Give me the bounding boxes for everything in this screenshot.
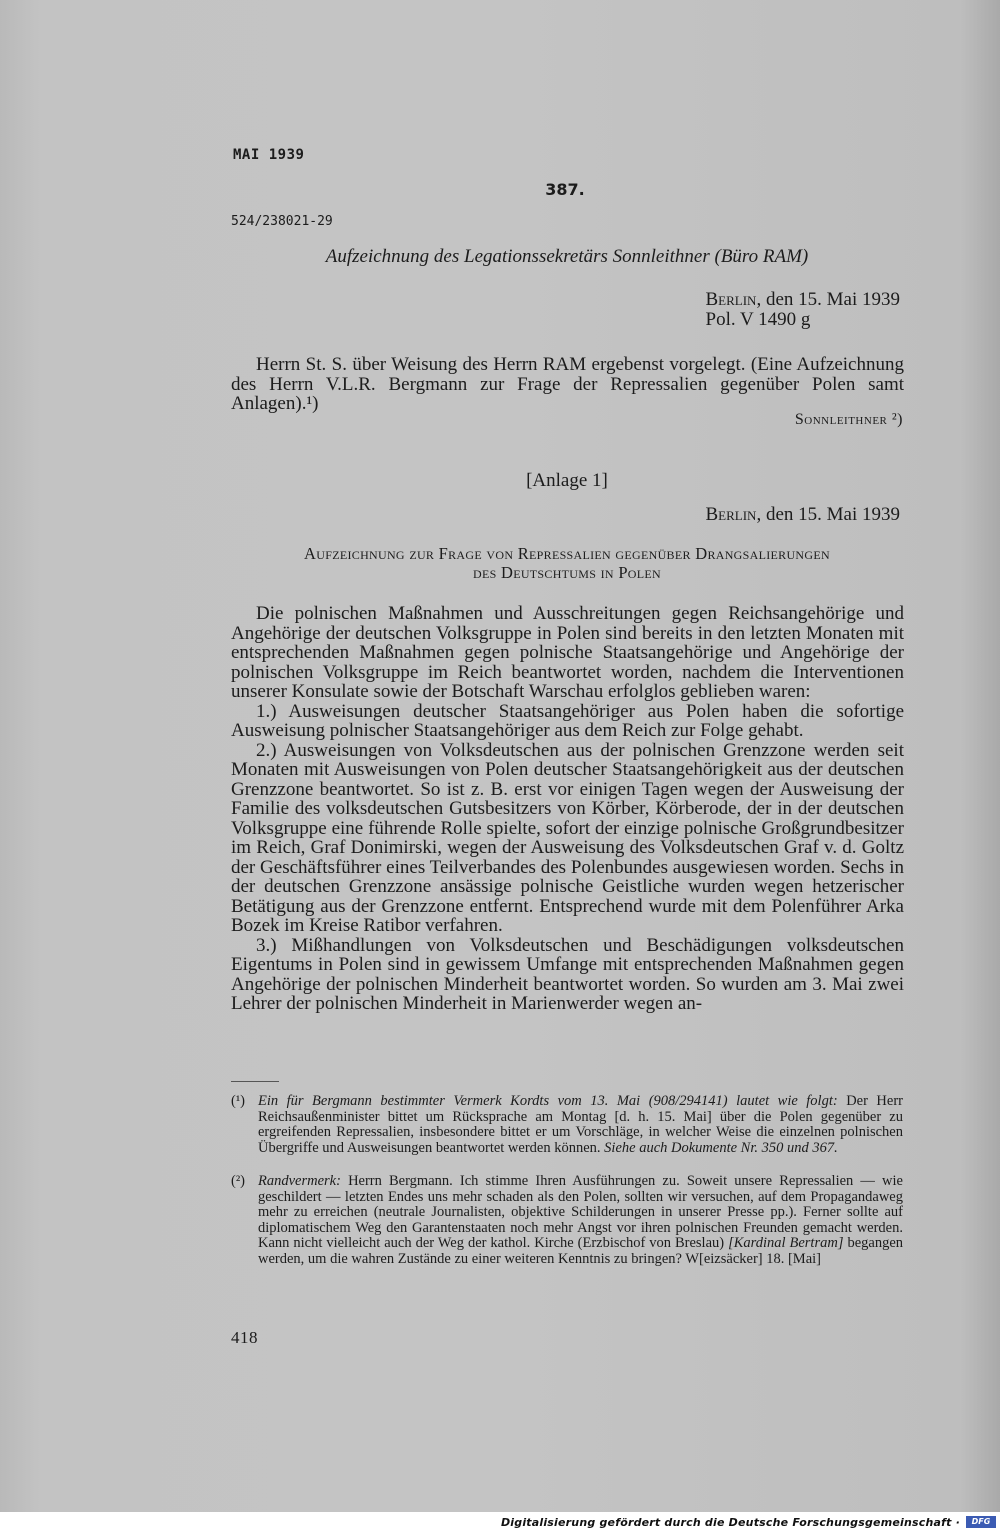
dateline-reference: Pol. V 1490 g <box>705 309 811 330</box>
dateline-enclosure <box>706 504 901 526</box>
footnote-text-end: begangen werden, um die wahren Zustände zu einer weiteren Kenntnis zu bringen? W[eizsäcker] 18. [Mai] <box>258 1235 904 1267</box>
running-header-date: MAI 1939 <box>233 147 305 163</box>
footnote-intro: Randvermerk: <box>258 1173 341 1189</box>
footnote-text: Der Herr Reichsaußenminister bittet um Rücksprache am Montag [d. h. 15. Mai] über die Polen gegenüber zu ergreifenden Repressalien, insbesondere bittet er um Vorschläge, in welcher Weise die einzelnen polnischen Übergriffe und Ausweisungen beantwortet werden können. <box>258 1093 903 1156</box>
paragraph: 2.) Ausweisungen von Volksdeutschen aus der polnischen Grenzzone werden seit Monaten mit Ausweisungen von Polen deutscher Staatsangehörigkeit aus der deutschen Grenzzone beantwortet. So ist z. B. erst vor einigen Tagen wegen der Ausweisung der Familie des volksdeutschen Gutsbesitzers von Körber, Körberode, der in der deutschen Volksgruppe eine führende Rolle spielte, sofort der einzige polnische Großgrundbesitzer im Reich, Graf Donimirski, wegen der Ausweisung des Volksdeutschen Graf v. d. Goltz der Geschäftsführer eines Teilverbandes des Polenbundes ausgewiesen worden. Sechs in der deutschen Grenzzone ansässige polnische Geistliche wurden wegen hetzerischer Betätigung aus der Grenzzone entfernt. Entsprechend wurde mit dem Polenführer Arka Bozek im Kreise Ratibor verfahren. <box>231 739 904 936</box>
dateline <box>706 289 901 331</box>
footnote-outro: Siehe auch Dokumente Nr. 350 und 367. <box>604 1139 838 1156</box>
footnote-italic-name: [Kardinal Bertram] <box>728 1235 844 1251</box>
footnote-text: Herrn Bergmann. Ich stimme Ihren Ausführungen zu. Soweit unsere Repressalien — wie geschildert — letzten Endes uns mehr schaden als den Polen, sollten wir versuchen, auf dem Propagandaweg mehr zu erreichen (neutrale Journalisten, objektive Schilderungen in unserer Presse pp.). Ferner sollte auf diplomatischem Weg den Garantenstaaten noch mehr Angst vor ihren polnischen Freunden gemacht werden. Kann nicht vielleicht auch der Weg der kathol. Kirche (Erzbischof von Breslau) <box>258 1173 903 1251</box>
dateline-place: Berlin <box>705 289 757 310</box>
footnote-number: (¹) <box>231 1093 246 1109</box>
footnote-divider <box>231 1081 279 1082</box>
footer-credit: Digitalisierung gefördert durch die Deutsche Forschungsgemeinschaft · <box>500 1516 960 1529</box>
page-number: 418 <box>231 1328 258 1347</box>
section-heading <box>231 544 903 582</box>
dfg-logo: DFG <box>966 1516 996 1528</box>
dateline-date: , den 15. Mai 1939 <box>756 289 900 310</box>
footnote-1 <box>231 1094 903 1156</box>
main-body <box>231 604 904 1014</box>
footnote-intro: Ein für Bergmann bestimmter Vermerk Kordts vom 13. Mai (908/294141) lautet wie folgt: <box>258 1093 838 1109</box>
dateline-enclosure-place: Berlin <box>705 504 757 525</box>
document-number: 387. <box>545 180 585 199</box>
film-reference: 524/238021-29 <box>231 214 333 229</box>
signature: Sonnleithner ²) <box>794 411 903 428</box>
section-heading-line2: des Deutschtums in Polen <box>472 563 661 582</box>
cover-note: Herrn St. S. über Weisung des Herrn RAM ergebenst vorgelegt. (Eine Aufzeichnung des Herrn V.L.R. Bergmann zur Frage der Repressalien gegenüber Polen samt Anlagen).¹) <box>231 354 904 414</box>
digitization-footer <box>0 1512 1000 1532</box>
footnote-2 <box>231 1174 903 1267</box>
footnote-number: (²) <box>231 1173 246 1189</box>
paragraph: 1.) Ausweisungen deutscher Staatsangehöriger aus Polen haben die sofortige Ausweisung polnischer Staatsangehöriger aus dem Reich zur Folge gehabt. <box>231 700 904 741</box>
paragraph: 3.) Mißhandlungen von Volksdeutschen und Beschädigungen volksdeutschen Eigentums in Polen sind in gewissem Umfange mit entsprechenden Maßnahmen gegen Angehörige der polnischen Minderheit beantwortet worden. So wurden am 3. Mai zwei Lehrer der polnischen Minderheit in Marienwerder wegen an- <box>231 934 904 1014</box>
paragraph: Die polnischen Maßnahmen und Ausschreitungen gegen Reichsangehörige und Angehörige der deutschen Volksgruppe in Polen sind bereits in den letzten Monaten mit entsprechenden Maßnahmen gegen polnische Staatsangehörige und Angehörige der polnischen Volksgruppe im Reich beantwortet worden, nachdem die Interventionen unserer Konsulate sowie der Botschaft Warschau erfolglos geblieben waren: <box>231 603 904 702</box>
dateline-enclosure-date: , den 15. Mai 1939 <box>756 504 900 525</box>
section-heading-line1: Aufzeichnung zur Frage von Repressalien gegenüber Drangsalierungen <box>304 544 830 563</box>
document-title: Aufzeichnung des Legationssekretärs Sonnleithner (Büro RAM) <box>325 246 809 267</box>
enclosure-label: [Anlage 1] <box>526 470 608 491</box>
